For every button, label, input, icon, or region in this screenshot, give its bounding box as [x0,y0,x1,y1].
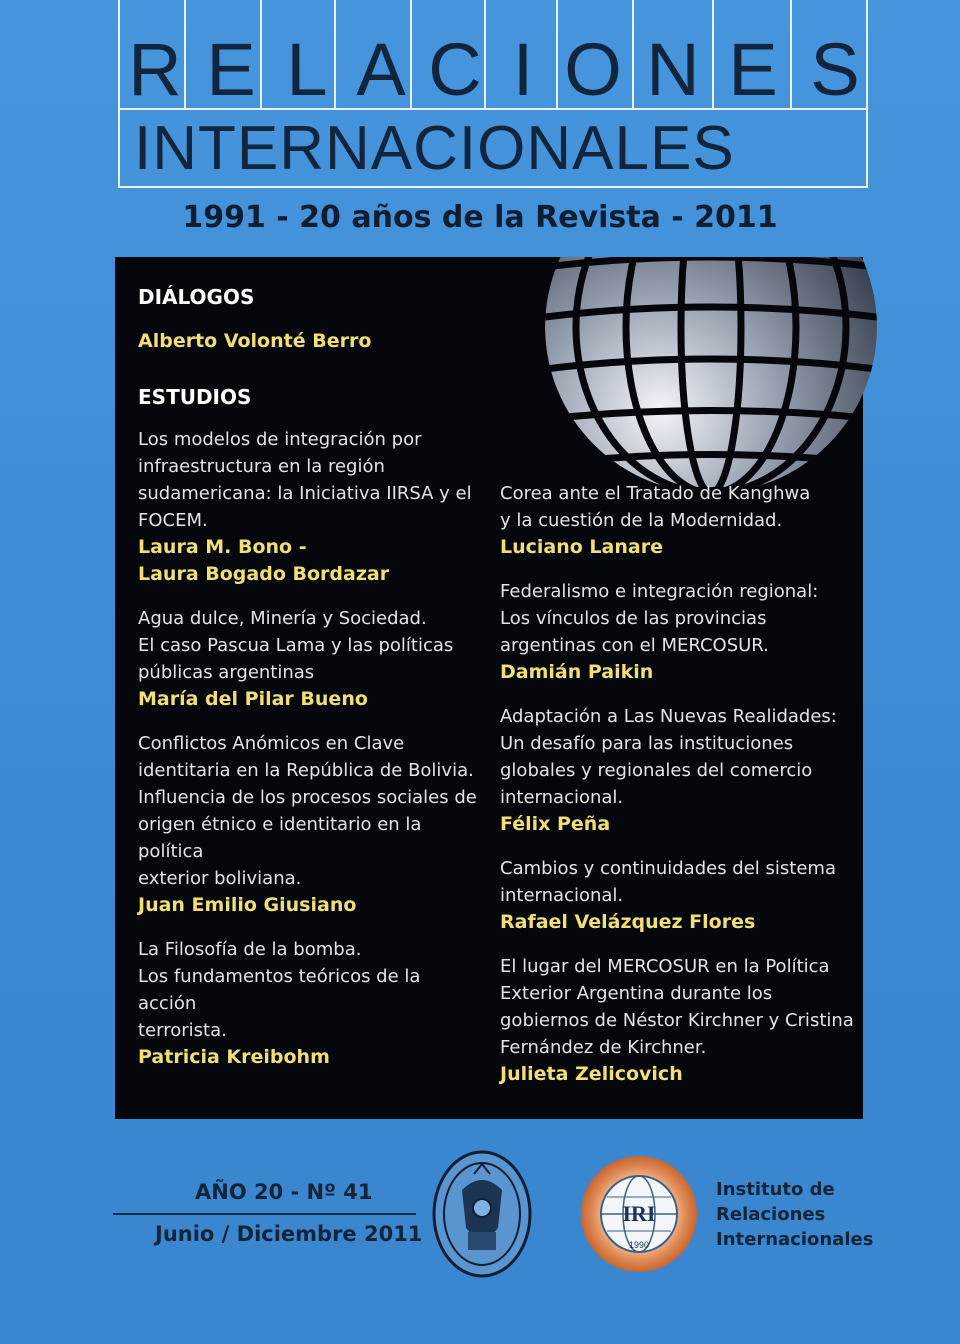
article-title-line: identitaria en la República de Bolivia. [138,760,474,781]
grid-divider [712,0,714,108]
article-title-line: infraestructura en la región [138,456,385,477]
article-title-line: Influencia de los procesos sociales de [138,787,477,808]
grid-divider [334,0,336,108]
author-name: Julieta Zelicovich [500,1063,683,1085]
author-name: Félix Peña [500,813,611,835]
article-title-line: El caso Pascua Lama y las políticas [138,635,454,656]
article-title-line: públicas argentinas [138,662,315,683]
article-title-line: argentinas con el MERCOSUR. [500,635,769,656]
author-name: Alberto Volonté Berro [138,330,372,352]
title-letter: S [810,28,860,111]
section-estudios: ESTUDIOS [138,385,252,409]
author-name: Rafael Velázquez Flores [500,911,756,933]
article-title-line: y la cuestión de la Modernidad. [500,510,783,531]
iri-abbrev: IRI [622,1201,656,1226]
iri-globe-icon [580,1155,698,1273]
masthead-title-line2: INTERNACIONALES [134,114,735,183]
article-title-line: FOCEM. [138,510,208,531]
article-title-line: El lugar del MERCOSUR en la Política [500,956,830,977]
article-title-line: Federalismo e integración regional: [500,581,819,602]
section-dialogos: DIÁLOGOS [138,285,255,309]
institute-line: Internacionales [716,1229,874,1250]
article-entry [500,578,855,686]
article-entry [500,703,855,838]
article-title-line: Agua dulce, Minería y Sociedad. [138,608,427,629]
article-title-line: internacional. [500,885,624,906]
article-entry [500,855,855,936]
article-title-line: Los fundamentos teóricos de la acción [138,966,421,1014]
article-entry [500,953,855,1088]
title-letter: O [564,28,622,111]
left-column [138,285,478,1071]
institute-line: Relaciones [716,1204,826,1225]
footer-divider [113,1213,416,1215]
issue-number: AÑO 20 - Nº 41 [195,1180,373,1204]
title-letter: A [356,28,406,111]
iri-year: 1990 [628,1240,650,1250]
globe-icon [545,257,877,487]
article-title-line: internacional. [500,787,624,808]
title-letter: E [206,28,256,111]
article-title-line: exterior boliviana. [138,868,302,889]
grid-divider [632,0,634,108]
article-entry [138,426,478,588]
grid-divider [410,0,412,108]
grid-divider [184,0,186,108]
author-name: María del Pilar Bueno [138,688,368,710]
author-name: Juan Emilio Giusiano [138,894,357,916]
article-title-line: La Filosofía de la bomba. [138,939,362,960]
author-name: Luciano Lanare [500,536,663,558]
title-letter: C [428,28,482,111]
grid-divider [260,0,262,108]
article-title-line: terrorista. [138,1020,227,1041]
right-column [500,480,855,1088]
article-entry [138,730,478,919]
title-letter: I [512,28,534,111]
article-title-line: sudamericana: la Iniciativa IIRSA y el [138,483,472,504]
grid-divider [790,0,792,108]
iri-logo [580,1155,698,1273]
article-title-line: Cambios y continuidades del sistema [500,858,836,879]
article-title-line: globales y regionales del comercio [500,760,813,781]
masthead-letter-grid [120,0,866,110]
author-name: Laura M. Bono - [138,536,307,558]
title-letter: L [286,28,328,111]
university-seal-icon [432,1150,532,1278]
institute-name [716,1177,873,1252]
author-name: Damián Paikin [500,661,654,683]
grid-divider [556,0,558,108]
anniversary-subtitle: 1991 - 20 años de la Revista - 2011 [182,200,778,235]
article-title-line: origen étnico e identitario en la política [138,814,422,862]
article-title-line: Corea ante el Tratado de Kanghwa [500,483,811,504]
article-title-line: Los modelos de integración por [138,429,422,450]
article-title-line: Adaptación a Las Nuevas Realidades: [500,706,837,727]
title-letter: N [646,28,700,111]
issue-date: Junio / Diciembre 2011 [155,1222,423,1246]
article-entry [138,936,478,1071]
article-title-line: Los vínculos de las provincias [500,608,767,629]
article-title-line: Fernández de Kirchner. [500,1037,707,1058]
grid-divider [484,0,486,108]
institute-line: Instituto de [716,1179,835,1200]
contents-panel [115,257,863,1119]
title-letter: E [728,28,778,111]
title-letter: R [128,28,182,111]
article-title-line: gobiernos de Néstor Kirchner y Cristina [500,1010,854,1031]
article-entry [500,480,855,561]
author-name: Laura Bogado Bordazar [138,563,390,585]
article-entry [138,605,478,713]
article-title-line: Conflictos Anómicos en Clave [138,733,405,754]
article-title-line: Un desafío para las instituciones [500,733,794,754]
article-title-line: Exterior Argentina durante los [500,983,773,1004]
masthead-frame [118,0,868,188]
author-name: Patricia Kreibohm [138,1046,330,1068]
